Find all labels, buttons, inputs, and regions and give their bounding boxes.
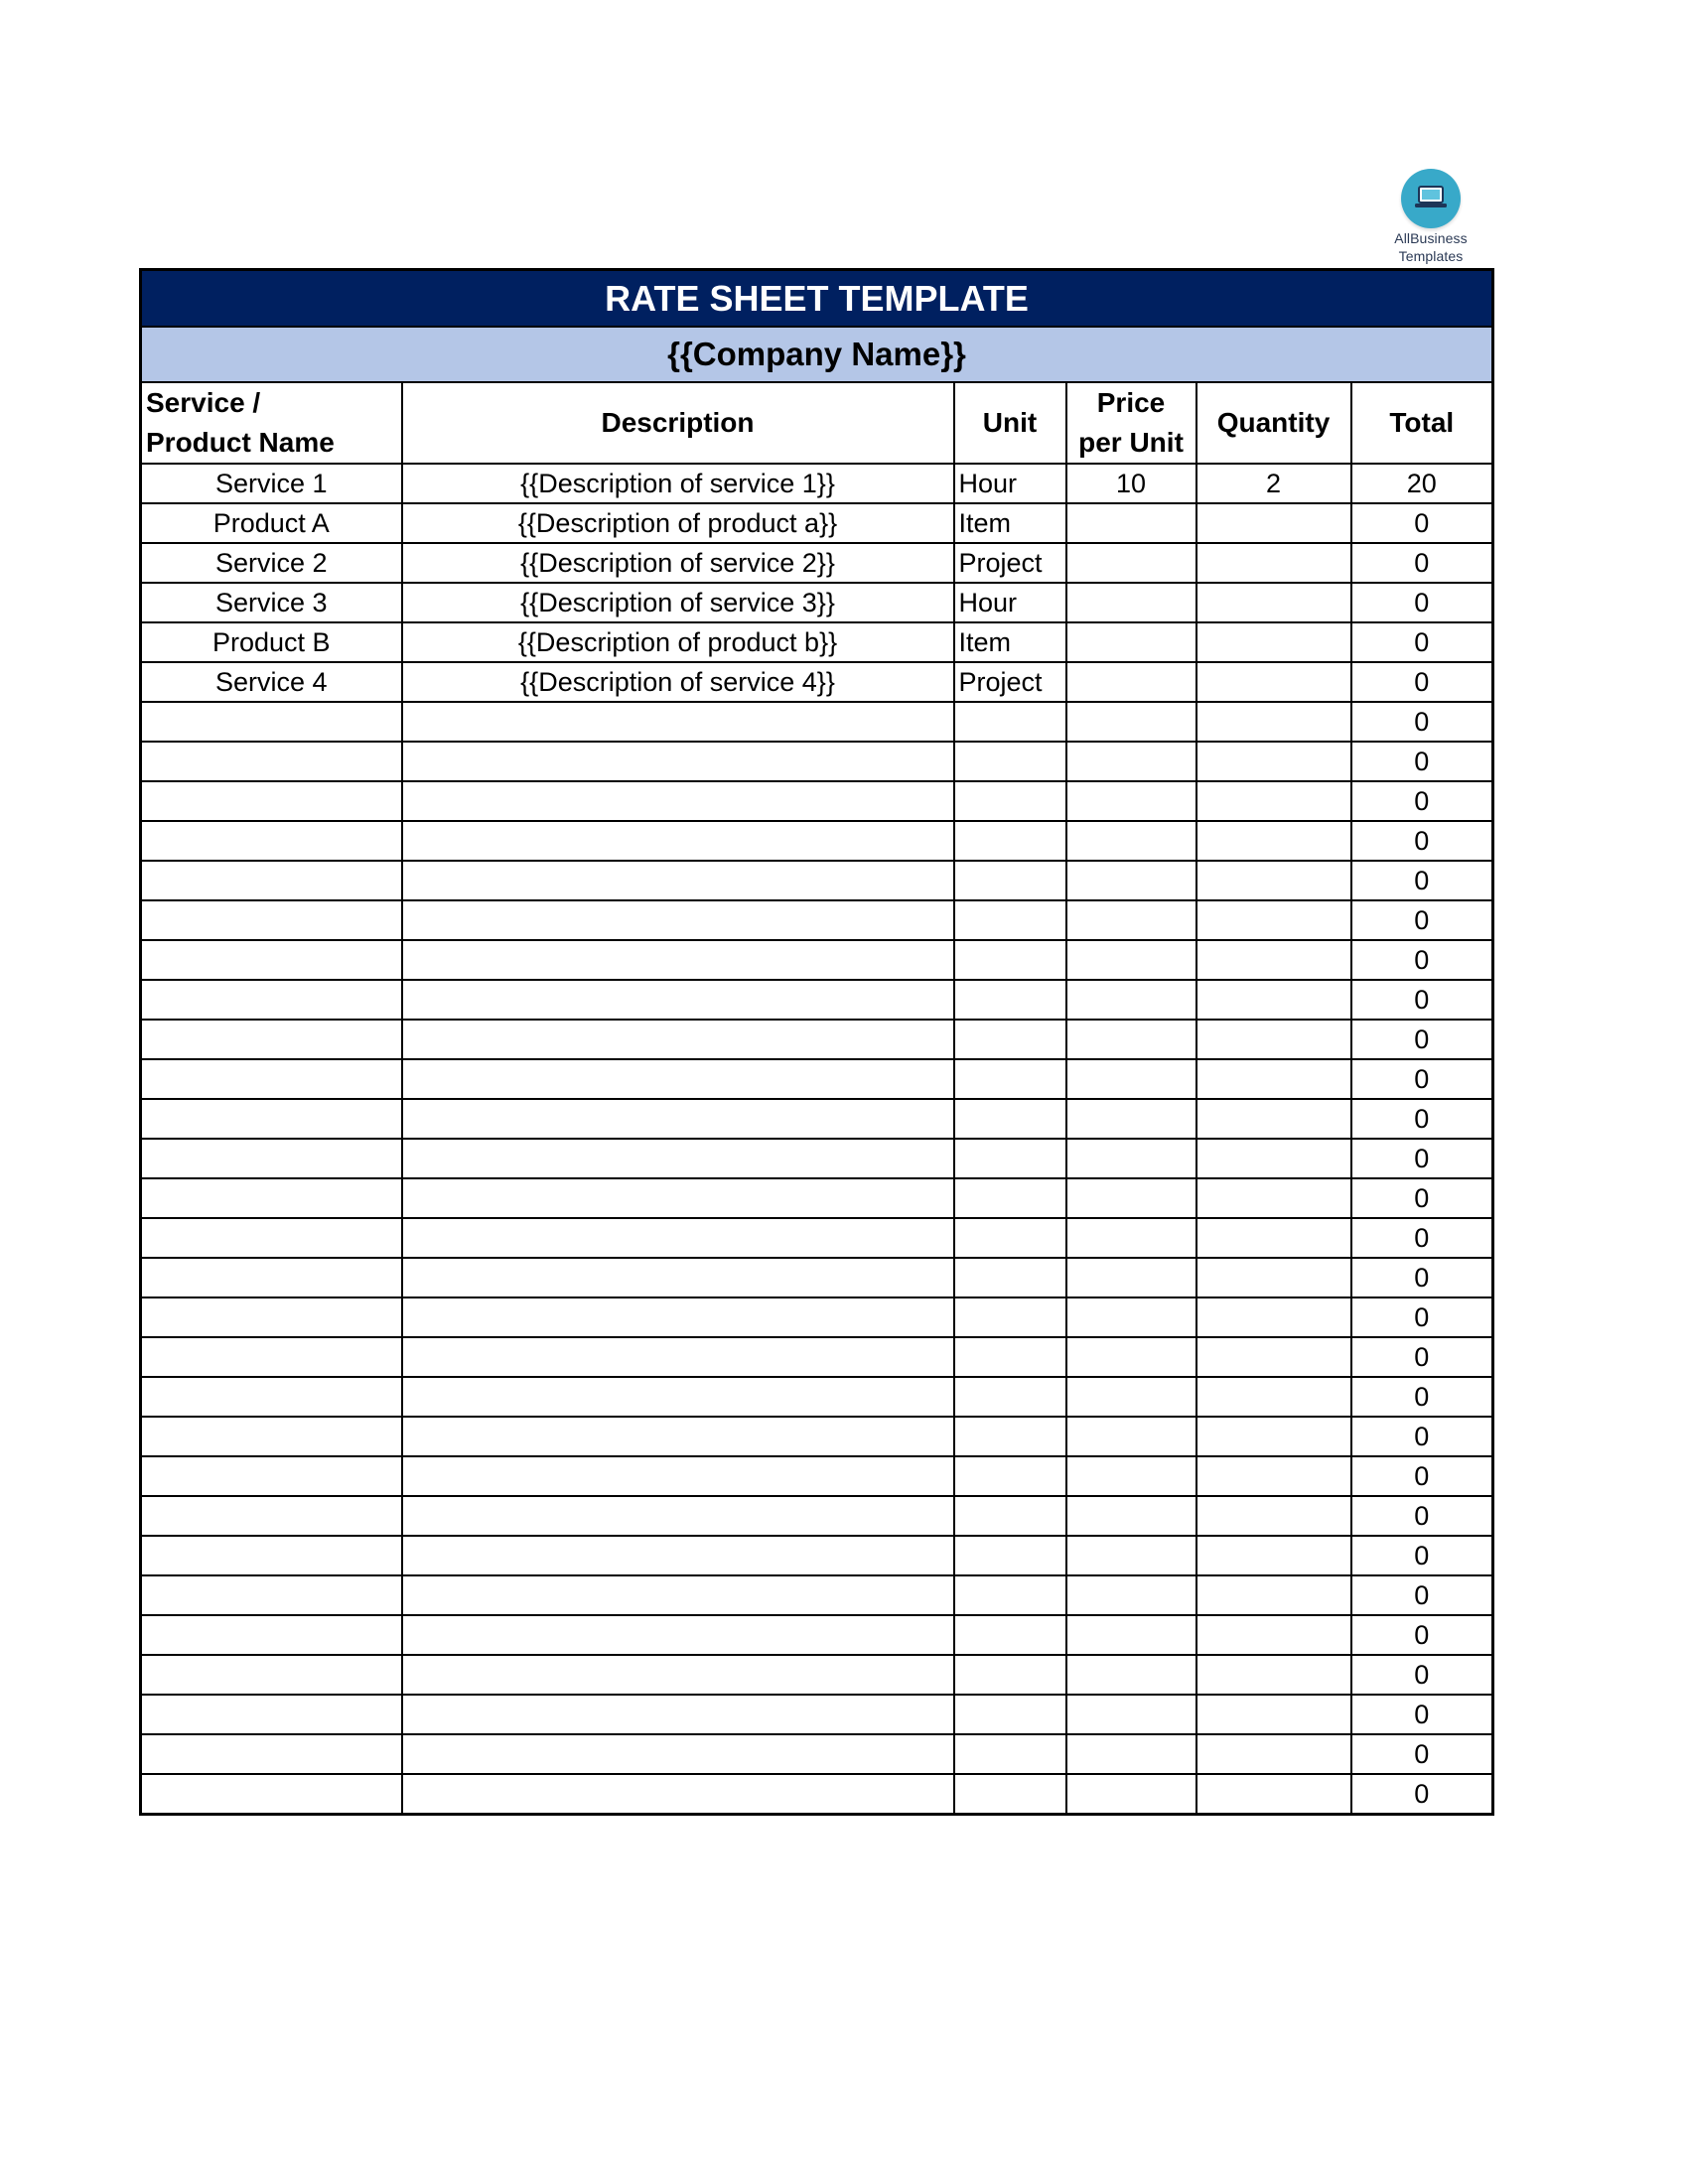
cell-description[interactable] [402, 702, 954, 742]
cell-quantity[interactable] [1196, 861, 1351, 900]
cell-unit[interactable] [954, 940, 1066, 980]
cell-unit[interactable]: Item [954, 622, 1066, 662]
table-row [141, 1178, 1493, 1218]
table-row [141, 1059, 1493, 1099]
header-name-line2: Product Name [146, 427, 335, 458]
table-row [141, 900, 1493, 940]
cell-price-per-unit[interactable] [1066, 821, 1196, 861]
cell-price-per-unit[interactable] [1066, 1655, 1196, 1695]
cell-service-product-name[interactable] [141, 742, 402, 781]
cell-price-per-unit[interactable] [1066, 503, 1196, 543]
cell-total[interactable]: 0 [1351, 1059, 1493, 1099]
table-row [141, 1139, 1493, 1178]
company-name-cell[interactable]: {{Company Name}} [141, 327, 1493, 382]
cell-unit[interactable] [954, 1734, 1066, 1774]
cell-quantity[interactable]: 2 [1196, 464, 1351, 503]
cell-service-product-name[interactable] [141, 1575, 402, 1615]
cell-price-per-unit[interactable] [1066, 742, 1196, 781]
table-row [141, 583, 1493, 622]
cell-service-product-name[interactable] [141, 1337, 402, 1377]
cell-description[interactable] [402, 1695, 954, 1734]
cell-description[interactable] [402, 1178, 954, 1218]
cell-price-per-unit[interactable] [1066, 702, 1196, 742]
cell-description[interactable] [402, 1655, 954, 1695]
cell-description[interactable] [402, 900, 954, 940]
cell-price-per-unit[interactable] [1066, 1059, 1196, 1099]
cell-service-product-name[interactable] [141, 1496, 402, 1536]
cell-unit[interactable] [954, 1059, 1066, 1099]
cell-total[interactable]: 0 [1351, 583, 1493, 622]
cell-total[interactable]: 0 [1351, 503, 1493, 543]
cell-total[interactable]: 0 [1351, 980, 1493, 1020]
cell-service-product-name[interactable] [141, 1615, 402, 1655]
table-row [141, 1615, 1493, 1655]
cell-service-product-name[interactable] [141, 1139, 402, 1178]
cell-service-product-name[interactable] [141, 781, 402, 821]
cell-unit[interactable] [954, 1417, 1066, 1456]
cell-service-product-name[interactable] [141, 821, 402, 861]
table-row [141, 1258, 1493, 1297]
cell-total[interactable]: 0 [1351, 1218, 1493, 1258]
header-price-line1: Price [1096, 387, 1166, 418]
cell-unit[interactable] [954, 742, 1066, 781]
cell-description[interactable]: {{Description of service 3}} [402, 583, 954, 622]
header-service-product-name [141, 382, 402, 464]
cell-description[interactable]: {{Description of service 4}} [402, 662, 954, 702]
cell-service-product-name[interactable] [141, 1536, 402, 1575]
cell-quantity[interactable] [1196, 662, 1351, 702]
cell-quantity[interactable] [1196, 1020, 1351, 1059]
cell-price-per-unit[interactable] [1066, 1020, 1196, 1059]
cell-unit[interactable] [954, 1258, 1066, 1297]
cell-service-product-name[interactable] [141, 1734, 402, 1774]
cell-description[interactable]: {{Description of product b}} [402, 622, 954, 662]
cell-service-product-name[interactable] [141, 900, 402, 940]
table-row [141, 1297, 1493, 1337]
cell-total[interactable]: 0 [1351, 1337, 1493, 1377]
table-row [141, 622, 1493, 662]
table-row [141, 1099, 1493, 1139]
cell-total[interactable]: 0 [1351, 861, 1493, 900]
table-row [141, 1496, 1493, 1536]
logo-text-line2: Templates [1398, 248, 1464, 264]
cell-description[interactable] [402, 1774, 954, 1815]
cell-price-per-unit[interactable] [1066, 1099, 1196, 1139]
cell-total[interactable]: 20 [1351, 464, 1493, 503]
header-row [141, 382, 1493, 464]
cell-price-per-unit[interactable]: 10 [1066, 464, 1196, 503]
table-row [141, 980, 1493, 1020]
cell-price-per-unit[interactable] [1066, 543, 1196, 583]
table-row [141, 1456, 1493, 1496]
cell-total[interactable]: 0 [1351, 1139, 1493, 1178]
cell-quantity[interactable] [1196, 1218, 1351, 1258]
cell-price-per-unit[interactable] [1066, 1575, 1196, 1615]
cell-unit[interactable] [954, 861, 1066, 900]
cell-price-per-unit[interactable] [1066, 662, 1196, 702]
cell-unit[interactable]: Hour [954, 583, 1066, 622]
cell-service-product-name[interactable] [141, 1377, 402, 1417]
table-row [141, 662, 1493, 702]
cell-quantity[interactable] [1196, 1059, 1351, 1099]
cell-service-product-name[interactable] [141, 702, 402, 742]
cell-total[interactable]: 0 [1351, 1615, 1493, 1655]
cell-quantity[interactable] [1196, 622, 1351, 662]
cell-quantity[interactable] [1196, 583, 1351, 622]
table-row [141, 702, 1493, 742]
cell-total[interactable]: 0 [1351, 1020, 1493, 1059]
cell-description[interactable] [402, 1099, 954, 1139]
cell-price-per-unit[interactable] [1066, 1178, 1196, 1218]
table-row [141, 781, 1493, 821]
table-row [141, 940, 1493, 980]
cell-description[interactable] [402, 781, 954, 821]
cell-description[interactable]: {{Description of service 1}} [402, 464, 954, 503]
cell-unit[interactable] [954, 1536, 1066, 1575]
cell-quantity[interactable] [1196, 1178, 1351, 1218]
cell-quantity[interactable] [1196, 742, 1351, 781]
cell-service-product-name[interactable] [141, 1456, 402, 1496]
cell-unit[interactable] [954, 1297, 1066, 1337]
cell-price-per-unit[interactable] [1066, 900, 1196, 940]
cell-price-per-unit[interactable] [1066, 1615, 1196, 1655]
table-row [141, 1655, 1493, 1695]
cell-description[interactable] [402, 1575, 954, 1615]
cell-unit[interactable] [954, 781, 1066, 821]
table-row [141, 543, 1493, 583]
cell-description[interactable] [402, 1258, 954, 1297]
cell-quantity[interactable] [1196, 1417, 1351, 1456]
cell-unit[interactable] [954, 1099, 1066, 1139]
cell-price-per-unit[interactable] [1066, 1139, 1196, 1178]
cell-unit[interactable] [954, 1178, 1066, 1218]
laptop-icon [1401, 169, 1461, 228]
cell-quantity[interactable] [1196, 1297, 1351, 1337]
cell-service-product-name[interactable] [141, 1695, 402, 1734]
cell-price-per-unit[interactable] [1066, 1417, 1196, 1456]
cell-price-per-unit[interactable] [1066, 1258, 1196, 1297]
cell-quantity[interactable] [1196, 1496, 1351, 1536]
cell-description[interactable] [402, 1734, 954, 1774]
cell-price-per-unit[interactable] [1066, 1218, 1196, 1258]
cell-description[interactable]: {{Description of product a}} [402, 503, 954, 543]
cell-service-product-name[interactable] [141, 861, 402, 900]
cell-service-product-name[interactable]: Product A [141, 503, 402, 543]
cell-total[interactable]: 0 [1351, 662, 1493, 702]
cell-service-product-name[interactable] [141, 1178, 402, 1218]
cell-quantity[interactable] [1196, 940, 1351, 980]
cell-price-per-unit[interactable] [1066, 940, 1196, 980]
cell-total[interactable]: 0 [1351, 1734, 1493, 1774]
cell-unit[interactable] [954, 1456, 1066, 1496]
cell-total[interactable]: 0 [1351, 1655, 1493, 1695]
table-row [141, 1218, 1493, 1258]
cell-total[interactable]: 0 [1351, 702, 1493, 742]
cell-unit[interactable]: Project [954, 543, 1066, 583]
cell-quantity[interactable] [1196, 1139, 1351, 1178]
cell-service-product-name[interactable]: Service 1 [141, 464, 402, 503]
rate-rows [141, 464, 1493, 1815]
cell-total[interactable]: 0 [1351, 1536, 1493, 1575]
allbusiness-templates-logo [1386, 169, 1476, 264]
cell-unit[interactable]: Item [954, 503, 1066, 543]
cell-price-per-unit[interactable] [1066, 622, 1196, 662]
cell-unit[interactable] [954, 1139, 1066, 1178]
header-price-per-unit [1066, 382, 1196, 464]
cell-unit[interactable] [954, 1774, 1066, 1815]
cell-unit[interactable]: Hour [954, 464, 1066, 503]
cell-price-per-unit[interactable] [1066, 980, 1196, 1020]
cell-description[interactable] [402, 742, 954, 781]
cell-unit[interactable] [954, 1575, 1066, 1615]
cell-price-per-unit[interactable] [1066, 1734, 1196, 1774]
cell-quantity[interactable] [1196, 821, 1351, 861]
cell-price-per-unit[interactable] [1066, 861, 1196, 900]
cell-unit[interactable] [954, 1377, 1066, 1417]
table-row [141, 464, 1493, 503]
cell-quantity[interactable] [1196, 1774, 1351, 1815]
cell-description[interactable] [402, 821, 954, 861]
cell-total[interactable]: 0 [1351, 1178, 1493, 1218]
cell-service-product-name[interactable] [141, 1218, 402, 1258]
cell-description[interactable] [402, 1139, 954, 1178]
cell-quantity[interactable] [1196, 1337, 1351, 1377]
cell-unit[interactable] [954, 900, 1066, 940]
cell-service-product-name[interactable] [141, 1258, 402, 1297]
cell-description[interactable] [402, 1297, 954, 1337]
cell-description[interactable] [402, 1496, 954, 1536]
cell-description[interactable] [402, 980, 954, 1020]
table-row [141, 1774, 1493, 1815]
cell-quantity[interactable] [1196, 503, 1351, 543]
cell-total[interactable]: 0 [1351, 1297, 1493, 1337]
cell-unit[interactable] [954, 1020, 1066, 1059]
cell-quantity[interactable] [1196, 1695, 1351, 1734]
cell-service-product-name[interactable] [141, 1020, 402, 1059]
header-quantity: Quantity [1196, 382, 1351, 464]
cell-service-product-name[interactable]: Service 2 [141, 543, 402, 583]
cell-total[interactable]: 0 [1351, 1417, 1493, 1456]
table-row [141, 821, 1493, 861]
cell-service-product-name[interactable]: Service 3 [141, 583, 402, 622]
cell-price-per-unit[interactable] [1066, 781, 1196, 821]
rate-sheet-table [139, 268, 1494, 1816]
cell-total[interactable]: 0 [1351, 1496, 1493, 1536]
cell-quantity[interactable] [1196, 702, 1351, 742]
table-row [141, 742, 1493, 781]
sheet-title: RATE SHEET TEMPLATE [141, 270, 1493, 328]
header-name-line1: Service / [146, 387, 261, 418]
cell-unit[interactable] [954, 1496, 1066, 1536]
cell-service-product-name[interactable]: Service 4 [141, 662, 402, 702]
cell-description[interactable]: {{Description of service 2}} [402, 543, 954, 583]
table-row [141, 1417, 1493, 1456]
cell-description[interactable] [402, 1417, 954, 1456]
cell-description[interactable] [402, 861, 954, 900]
cell-quantity[interactable] [1196, 1099, 1351, 1139]
cell-total[interactable]: 0 [1351, 1099, 1493, 1139]
cell-total[interactable]: 0 [1351, 622, 1493, 662]
table-row [141, 1020, 1493, 1059]
cell-total[interactable]: 0 [1351, 781, 1493, 821]
cell-unit[interactable] [954, 1218, 1066, 1258]
cell-unit[interactable] [954, 702, 1066, 742]
cell-quantity[interactable] [1196, 900, 1351, 940]
cell-service-product-name[interactable]: Product B [141, 622, 402, 662]
cell-description[interactable] [402, 1615, 954, 1655]
cell-service-product-name[interactable] [141, 1655, 402, 1695]
table-row [141, 1377, 1493, 1417]
table-row [141, 1734, 1493, 1774]
cell-price-per-unit[interactable] [1066, 1774, 1196, 1815]
cell-quantity[interactable] [1196, 543, 1351, 583]
table-row [141, 1695, 1493, 1734]
cell-total[interactable]: 0 [1351, 821, 1493, 861]
table-row [141, 1337, 1493, 1377]
cell-price-per-unit[interactable] [1066, 1695, 1196, 1734]
cell-quantity[interactable] [1196, 1377, 1351, 1417]
cell-price-per-unit[interactable] [1066, 583, 1196, 622]
table-row [141, 861, 1493, 900]
cell-total[interactable]: 0 [1351, 1258, 1493, 1297]
cell-quantity[interactable] [1196, 1575, 1351, 1615]
cell-total[interactable]: 0 [1351, 900, 1493, 940]
cell-quantity[interactable] [1196, 980, 1351, 1020]
cell-price-per-unit[interactable] [1066, 1536, 1196, 1575]
cell-description[interactable] [402, 1059, 954, 1099]
cell-quantity[interactable] [1196, 1258, 1351, 1297]
cell-price-per-unit[interactable] [1066, 1337, 1196, 1377]
cell-description[interactable] [402, 1337, 954, 1377]
header-unit: Unit [954, 382, 1066, 464]
header-price-line2: per Unit [1078, 427, 1184, 458]
cell-quantity[interactable] [1196, 1536, 1351, 1575]
cell-total[interactable]: 0 [1351, 1575, 1493, 1615]
cell-quantity[interactable] [1196, 1615, 1351, 1655]
cell-unit[interactable] [954, 1615, 1066, 1655]
cell-total[interactable]: 0 [1351, 543, 1493, 583]
header-description: Description [402, 382, 954, 464]
cell-description[interactable] [402, 1377, 954, 1417]
cell-price-per-unit[interactable] [1066, 1456, 1196, 1496]
header-total: Total [1351, 382, 1493, 464]
cell-quantity[interactable] [1196, 781, 1351, 821]
cell-price-per-unit[interactable] [1066, 1496, 1196, 1536]
cell-service-product-name[interactable] [141, 1059, 402, 1099]
cell-description[interactable] [402, 1218, 954, 1258]
cell-total[interactable]: 0 [1351, 1377, 1493, 1417]
cell-unit[interactable] [954, 980, 1066, 1020]
cell-service-product-name[interactable] [141, 1417, 402, 1456]
cell-unit[interactable] [954, 821, 1066, 861]
cell-service-product-name[interactable] [141, 940, 402, 980]
cell-quantity[interactable] [1196, 1734, 1351, 1774]
cell-description[interactable] [402, 1020, 954, 1059]
cell-total[interactable]: 0 [1351, 1695, 1493, 1734]
table-row [141, 1536, 1493, 1575]
cell-total[interactable]: 0 [1351, 940, 1493, 980]
cell-quantity[interactable] [1196, 1655, 1351, 1695]
cell-total[interactable]: 0 [1351, 1456, 1493, 1496]
cell-service-product-name[interactable] [141, 1099, 402, 1139]
cell-service-product-name[interactable] [141, 1774, 402, 1815]
cell-description[interactable] [402, 1536, 954, 1575]
cell-service-product-name[interactable] [141, 980, 402, 1020]
cell-unit[interactable] [954, 1695, 1066, 1734]
logo-text-line1: AllBusiness [1394, 230, 1468, 246]
cell-total[interactable]: 0 [1351, 742, 1493, 781]
cell-service-product-name[interactable] [141, 1297, 402, 1337]
cell-total[interactable]: 0 [1351, 1774, 1493, 1815]
cell-quantity[interactable] [1196, 1456, 1351, 1496]
cell-description[interactable] [402, 940, 954, 980]
cell-unit[interactable]: Project [954, 662, 1066, 702]
cell-description[interactable] [402, 1456, 954, 1496]
cell-price-per-unit[interactable] [1066, 1377, 1196, 1417]
table-row [141, 503, 1493, 543]
cell-unit[interactable] [954, 1337, 1066, 1377]
table-row [141, 1575, 1493, 1615]
cell-unit[interactable] [954, 1655, 1066, 1695]
cell-price-per-unit[interactable] [1066, 1297, 1196, 1337]
